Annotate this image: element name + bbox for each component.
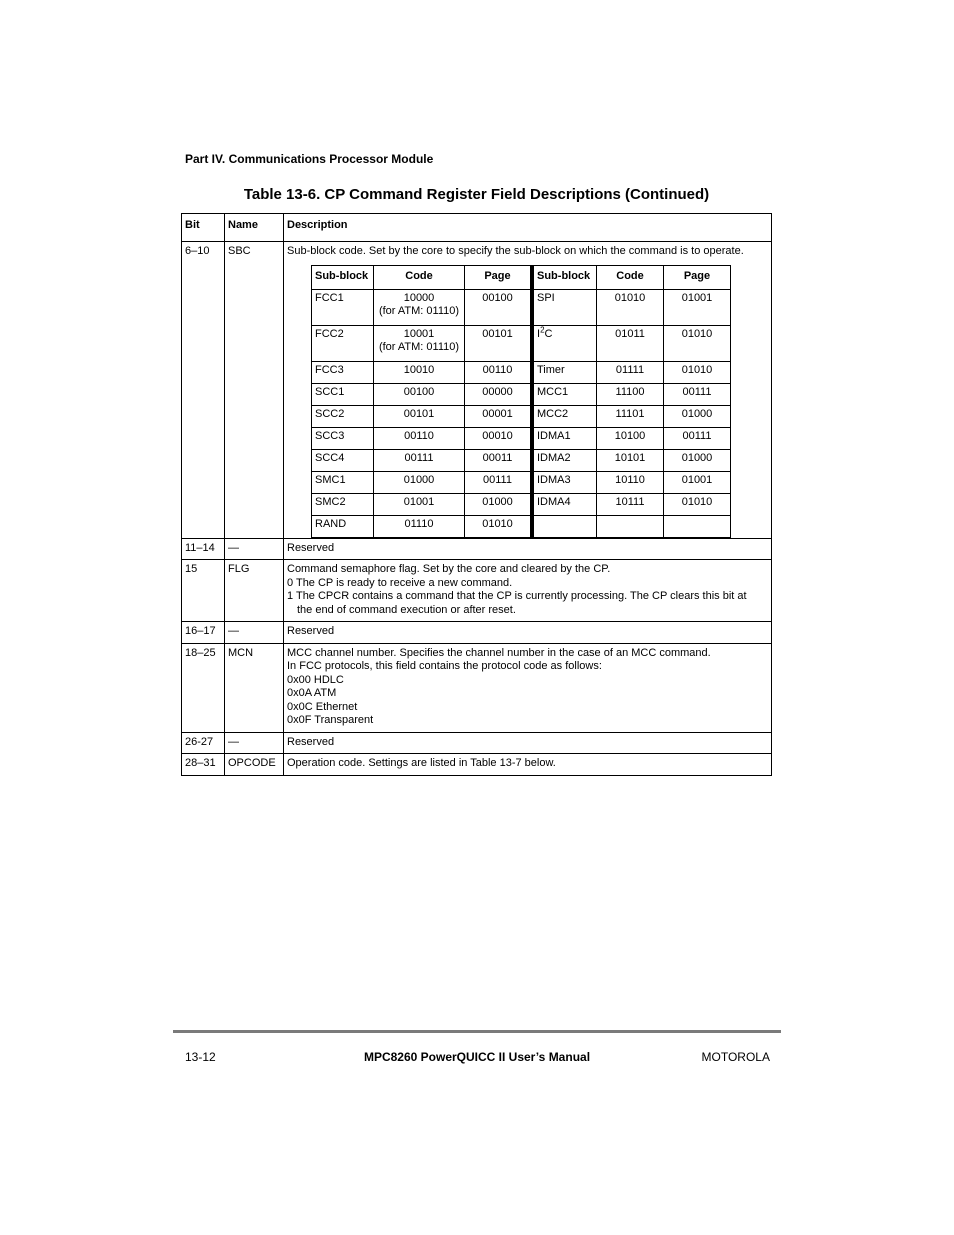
cell-name: MCN	[225, 643, 284, 732]
sub-cell: SCC4	[312, 449, 374, 471]
sub-cell: 00011	[465, 449, 533, 471]
sub-cell: 01010	[664, 493, 731, 515]
description-line: 0x00 HDLC	[287, 673, 344, 686]
header-name: Name	[225, 214, 284, 242]
sub-cell: FCC3	[312, 361, 374, 383]
sub-header: Sub-block	[532, 265, 597, 289]
sub-cell: 10100	[597, 427, 664, 449]
company-name: MOTOROLA	[701, 1050, 770, 1064]
sub-cell: IDMA2	[532, 449, 597, 471]
sub-cell: 01001	[374, 493, 465, 515]
description-line: 0x0F Transparent	[287, 714, 374, 726]
page-number: 13-12	[185, 1050, 216, 1064]
sub-cell: SCC3	[312, 427, 374, 449]
sub-table-row	[312, 383, 731, 405]
header-description: Description	[284, 214, 772, 242]
sub-cell: 00110	[374, 427, 465, 449]
sub-cell: IDMA4	[532, 493, 597, 515]
sub-cell: Timer	[532, 361, 597, 383]
sub-cell: 10101	[597, 449, 664, 471]
sub-cell: 00000	[465, 383, 533, 405]
sub-cell: 01000	[465, 493, 533, 515]
cell-bit: 18–25	[182, 643, 225, 732]
sub-cell-empty	[597, 515, 664, 537]
sub-cell: 01001	[664, 471, 731, 493]
table-row	[182, 732, 772, 754]
sub-table-row	[312, 325, 731, 361]
field-description-table	[181, 213, 772, 776]
sub-header: Sub-block	[312, 265, 374, 289]
sub-cell: 01010	[465, 515, 533, 537]
table-row	[182, 643, 772, 732]
running-header: Part IV. Communications Processor Module	[185, 152, 434, 166]
sub-table-row	[312, 405, 731, 427]
sub-cell: 10111	[597, 493, 664, 515]
sub-cell: $I^2C$	[532, 325, 597, 361]
sbc-intro: Sub-block code. Set by the core to specify the sub-block on which the command is to operate.	[287, 245, 744, 257]
sub-cell: 11101	[597, 405, 664, 427]
sub-cell: 10110	[597, 471, 664, 493]
sub-cell: 00001	[465, 405, 533, 427]
sub-cell: RAND	[312, 515, 374, 537]
sub-header: Page	[465, 265, 533, 289]
sub-cell: 01000	[374, 471, 465, 493]
sub-cell: SMC1	[312, 471, 374, 493]
cell-description	[284, 643, 772, 732]
cell-description: Reserved	[284, 622, 772, 644]
cell-name: OPCODE	[225, 754, 284, 776]
description-line: the end of command execution or after reset.	[297, 603, 516, 616]
sub-cell: 01000	[664, 449, 731, 471]
sub-cell: MCC1	[532, 383, 597, 405]
sub-block-table	[311, 265, 731, 538]
sub-cell-empty	[532, 515, 597, 537]
sub-table-row	[312, 427, 731, 449]
cell-description	[284, 242, 772, 539]
sub-cell: 01010	[597, 289, 664, 325]
cell-bit: 6–10	[182, 242, 225, 539]
table-row	[182, 560, 772, 622]
cell-bit: 15	[182, 560, 225, 622]
sub-cell: 00110	[465, 361, 533, 383]
sub-cell: 01111	[597, 361, 664, 383]
table-row	[182, 538, 772, 560]
sub-cell-empty	[664, 515, 731, 537]
sub-header: Code	[374, 265, 465, 289]
sub-cell: SMC2	[312, 493, 374, 515]
sub-cell: 00111	[374, 449, 465, 471]
table-row-sbc	[182, 242, 772, 539]
sub-cell: 10010	[374, 361, 465, 383]
cell-bit: 11–14	[182, 538, 225, 560]
cell-name: SBC	[225, 242, 284, 539]
sub-cell: 00100	[374, 383, 465, 405]
description-line: In FCC protocols, this field contains the protocol code as follows:	[287, 660, 602, 672]
cell-description: Operation code. Settings are listed in Table 13-7 below.	[284, 754, 772, 776]
sub-table-row	[312, 515, 731, 537]
sub-header: Code	[597, 265, 664, 289]
sub-table-row	[312, 449, 731, 471]
sub-cell: 00101	[374, 405, 465, 427]
sub-cell: 00101	[465, 325, 533, 361]
footer-divider	[173, 1030, 781, 1033]
sub-cell: 00111	[664, 383, 731, 405]
cell-name: —	[225, 538, 284, 560]
cell-name: FLG	[225, 560, 284, 622]
cell-bit: 26-27	[182, 732, 225, 754]
description-line: 0 The CP is ready to receive a new command.	[287, 576, 513, 589]
sub-cell: 10000 (for ATM: 01110)	[374, 289, 465, 325]
sub-cell: 00111	[465, 471, 533, 493]
sub-cell: MCC2	[532, 405, 597, 427]
sub-cell: 00111	[664, 427, 731, 449]
header-bit: Bit	[182, 214, 225, 242]
table-row	[182, 754, 772, 776]
sub-header: Page	[664, 265, 731, 289]
table-title: Table 13-6. CP Command Register Field Descriptions (Continued)	[243, 186, 710, 203]
sub-cell: 01010	[664, 325, 731, 361]
sub-table-row	[312, 361, 731, 383]
sub-cell: 10001 (for ATM: 01110)	[374, 325, 465, 361]
sub-cell: 11100	[597, 383, 664, 405]
description-line: Command semaphore flag. Set by the core and cleared by the CP.	[287, 563, 611, 575]
sub-cell: 00100	[465, 289, 533, 325]
description-line: 0x0C Ethernet	[287, 700, 358, 713]
manual-title: MPC8260 PowerQUICC II User’s Manual	[363, 1050, 591, 1064]
sub-cell: 01110	[374, 515, 465, 537]
sub-cell: SPI	[532, 289, 597, 325]
sub-table-row	[312, 289, 731, 325]
sub-cell: 01000	[664, 405, 731, 427]
sub-table-row	[312, 493, 731, 515]
description-line: MCC channel number. Specifies the channel number in the case of an MCC command.	[287, 646, 711, 659]
sub-cell: SCC2	[312, 405, 374, 427]
cell-name: —	[225, 732, 284, 754]
sub-cell: 00010	[465, 427, 533, 449]
sub-table-row	[312, 471, 731, 493]
description-line: 1 The CPCR contains a command that the CP is currently processing. The CP clears this bit at	[287, 590, 747, 602]
sub-table-header	[312, 265, 731, 289]
cell-description: Reserved	[284, 732, 772, 754]
sub-cell: IDMA1	[532, 427, 597, 449]
description-line: 0x0A ATM	[287, 687, 337, 699]
cell-description	[284, 560, 772, 622]
sub-cell: FCC2	[312, 325, 374, 361]
cell-bit: 28–31	[182, 754, 225, 776]
sub-cell: 01001	[664, 289, 731, 325]
sub-cell: SCC1	[312, 383, 374, 405]
cell-name: —	[225, 622, 284, 644]
sub-cell: IDMA3	[532, 471, 597, 493]
table-row	[182, 622, 772, 644]
cell-description: Reserved	[284, 538, 772, 560]
sub-cell: 01011	[597, 325, 664, 361]
cell-bit: 16–17	[182, 622, 225, 644]
sub-cell: FCC1	[312, 289, 374, 325]
sub-cell: 01010	[664, 361, 731, 383]
table-header-row	[182, 214, 772, 242]
